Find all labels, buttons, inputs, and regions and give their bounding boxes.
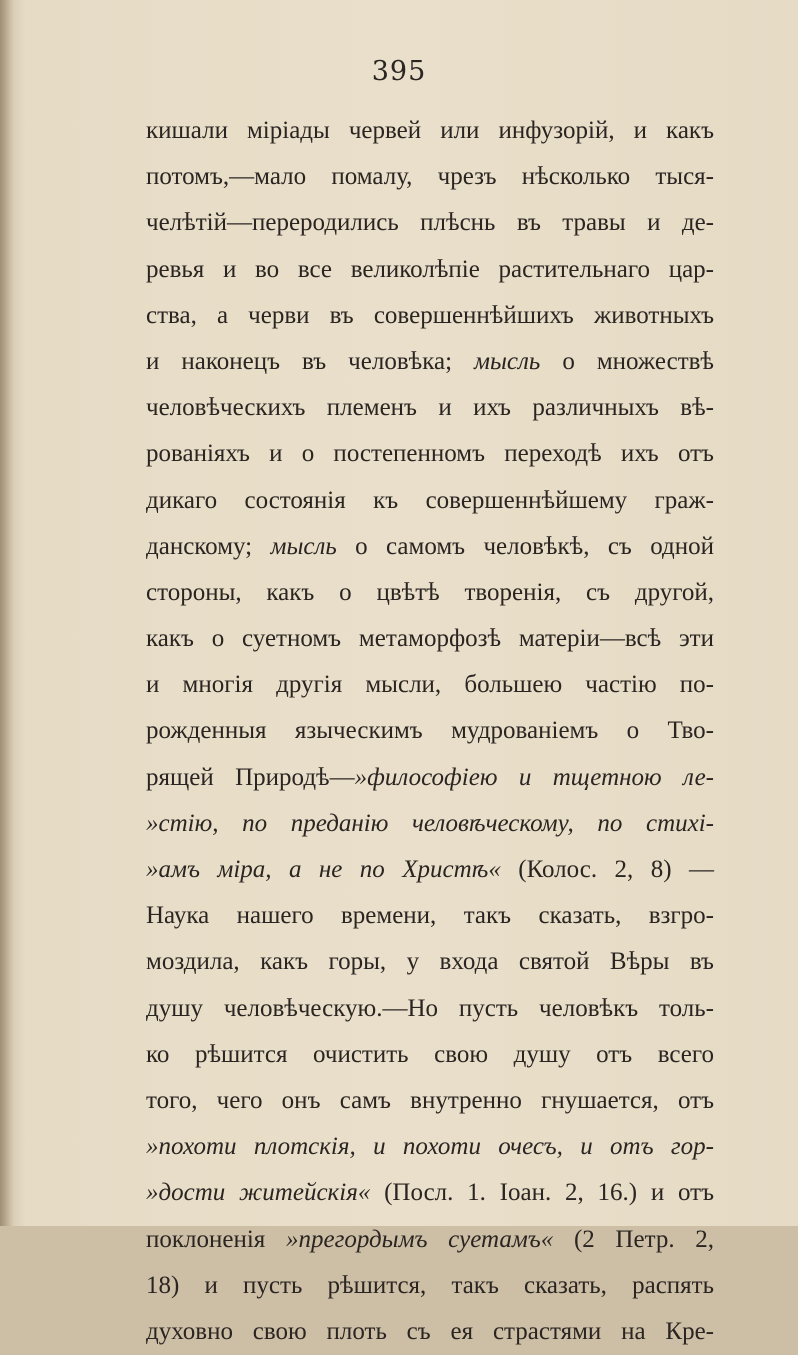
text-line (146, 893, 714, 939)
text-segment: потомъ,—мало помалу, чрезъ нѣсколько тыся- (146, 163, 714, 191)
text-line (146, 200, 714, 246)
text-segment: дикаго состоянія къ совершеннѣйшему граж- (146, 486, 714, 514)
text-line (146, 385, 714, 431)
text-line (146, 1078, 714, 1124)
text-line (146, 986, 714, 1032)
text-line (146, 662, 714, 708)
text-line (146, 708, 714, 754)
text-line (146, 801, 714, 847)
text-segment: ко рѣшится очистить свою душу отъ всего (146, 1040, 714, 1068)
page-number: 395 (371, 56, 427, 87)
italic-text: »философіею и тщетною ле- (354, 763, 714, 791)
text-segment: душу человѣческую.—Но пусть человѣкъ толь- (146, 994, 714, 1022)
text-line (146, 1170, 714, 1216)
text-segment: поклоненія (146, 1225, 286, 1253)
text-line (146, 339, 714, 385)
text-line (146, 293, 714, 339)
text-line (146, 478, 714, 524)
page-spine-shadow (0, 0, 14, 1226)
text-segment: (Посл. 1. Іоан. 2, 16.) и отъ (370, 1179, 714, 1207)
italic-text: мысль (474, 347, 541, 375)
text-segment: и наконецъ въ человѣка; (146, 347, 475, 375)
text-segment: (2 Петр. 2, (553, 1225, 714, 1253)
text-segment: того, чего онъ самъ внутренно гнушается, отъ (146, 1086, 714, 1114)
text-segment: человѣческихъ племенъ и ихъ различныхъ вѣ- (146, 394, 714, 422)
body-text (146, 108, 714, 1355)
text-line (146, 847, 714, 893)
text-segment: о множествѣ (540, 347, 714, 375)
text-segment: данскому; (146, 532, 271, 560)
text-line (146, 247, 714, 293)
text-segment: стороны, какъ о цвѣтѣ творенія, съ другой, (146, 578, 714, 606)
text-segment: какъ о суетномъ метаморфозѣ матеріи—всѣ эти (146, 625, 714, 653)
text-segment: духовно свою плоть съ ея страстями на Кре- (146, 1317, 714, 1345)
text-line (146, 1032, 714, 1078)
text-segment: моздила, какъ горы, у входа святой Вѣры въ (146, 948, 714, 976)
text-segment: челѣтій—переродились плѣснь въ травы и де- (146, 209, 714, 237)
text-line (146, 1124, 714, 1170)
text-segment: ства, а черви въ совершеннѣйшихъ животныхъ (146, 301, 714, 329)
italic-text: »амъ міра, а не по Христѣ« (146, 856, 501, 883)
italic-text: »прегордымъ суетамъ« (285, 1225, 554, 1253)
text-segment: рящей Природѣ— (146, 763, 355, 791)
text-segment: о самомъ человѣкѣ, съ одной (336, 532, 714, 560)
text-line (146, 939, 714, 985)
text-segment: (Колос. 2, 8) — (500, 856, 714, 883)
text-segment: Наука нашего времени, такъ сказать, взгро- (146, 902, 714, 930)
text-line (146, 1217, 714, 1263)
text-line (146, 431, 714, 477)
text-line (146, 108, 714, 154)
text-line (146, 755, 714, 801)
text-line (146, 1309, 714, 1355)
text-line (146, 570, 714, 616)
text-line (146, 1263, 714, 1309)
italic-text: »стію, по преданію человѣческому, по стихі- (146, 809, 714, 837)
italic-text: »похоти плотскія, и похоти очесъ, и отъ гор- (146, 1133, 714, 1161)
text-line (146, 154, 714, 200)
italic-text: мысль (270, 532, 337, 560)
text-segment: кишали міріады червей или инфузорій, и какъ (146, 117, 714, 144)
text-line (146, 524, 714, 570)
text-segment: ревья и во все великолѣпіе растительнаго цар- (146, 255, 714, 283)
italic-text: »дости житейскія« (146, 1179, 371, 1207)
text-segment: рованіяхъ и о постепенномъ переходѣ ихъ отъ (146, 440, 714, 468)
text-line (146, 616, 714, 662)
text-segment: рожденныя языческимъ мудрованіемъ о Тво- (146, 717, 714, 745)
text-segment: и многія другія мысли, большею частію по- (146, 671, 714, 699)
text-segment: 18) и пусть рѣшится, такъ сказать, распять (146, 1271, 714, 1299)
